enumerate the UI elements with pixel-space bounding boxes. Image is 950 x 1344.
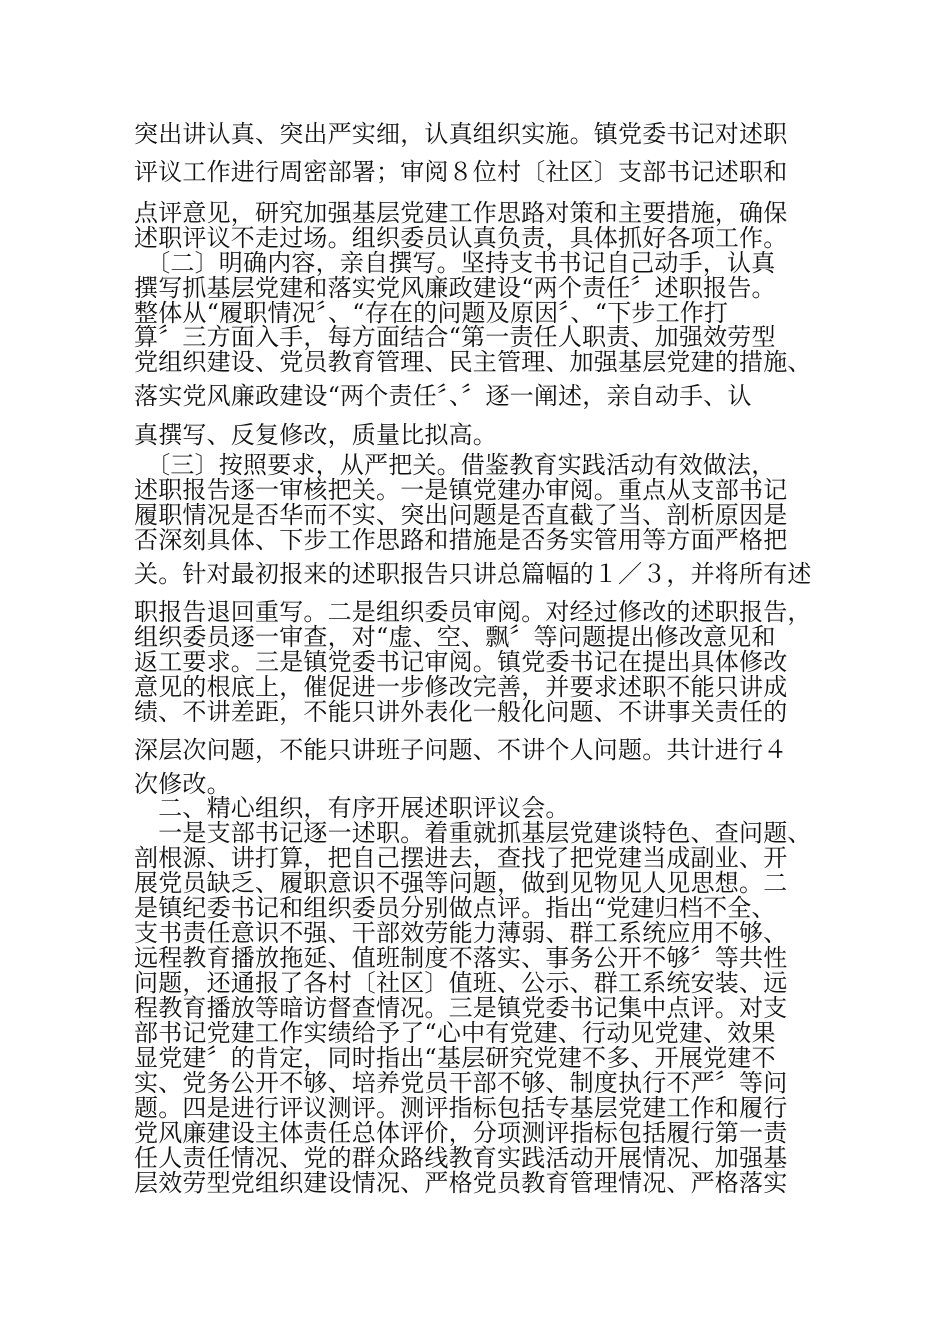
text-line: 述职评议不走过场。组织委员认真负责，具体抓好各项工作。	[134, 224, 788, 252]
text-line: 履职情况是否华而不实、突出问题是否直截了当、剖析原因是	[134, 501, 788, 529]
text-line: 显党建〞的肯定，同时指出“基层研究党建不多、开展党建不	[134, 1044, 776, 1072]
text-line: 〔二〕明确内容，亲自撰写。坚持支书书记自己动手，认真	[134, 249, 776, 277]
text-line: 否深刻具体、下步工作思路和措施是否务实管用等方面严格把	[134, 526, 788, 554]
text-line: 支书责任意识不强、干部效劳能力薄弱、群工系统应用不够、	[134, 919, 788, 947]
text-line: 关。针对最初报来的述职报告只讲总篇幅的１／３，并将所有述	[134, 560, 812, 588]
text-line: 党风廉建设主体责任总体评价，分项测评指标包括履行第一责	[134, 1119, 788, 1147]
text-line: 深层次问题，不能只讲班子问题、不讲个人问题。共计进行４	[134, 736, 788, 764]
text-line: 撰写抓基层党建和落实党风廉政建设“两个责任〞述职报告。	[134, 274, 776, 302]
text-line: 次修改。	[134, 770, 231, 798]
text-line: 落实党风廉政建设“两个责任〞、〞逐一阐述，亲自动手、认	[134, 382, 752, 410]
text-line: 〔三〕按照要求，从严把关。借鉴教育实践活动有效做法，	[134, 451, 776, 479]
text-line: 展党员缺乏、履职意识不强等问题，做到见物见人见思想。二	[134, 869, 788, 897]
text-line: 点评意见，研究加强基层党建工作思路对策和主要措施，确保	[134, 199, 788, 227]
text-line: 剖根源、讲打算，把自己摆进去，查找了把党建当成副业、开	[134, 844, 788, 872]
text-line: 意见的根底上，催促进一步修改完善，并要求述职不能只讲成	[134, 673, 788, 701]
text-line: 层效劳型党组织建设情况、严格党员教育管理情况、严格落实	[134, 1169, 788, 1197]
text-line: 题。四是进行评议测评。测评指标包括专基层党建工作和履行	[134, 1094, 788, 1122]
text-line: 真撰写、反复修改，质量比拟高。	[134, 421, 497, 449]
text-line: 突出讲认真、突出严实细，认真组织实施。镇党委书记对述职	[134, 120, 788, 148]
text-line: 组织委员逐一审查，对“虚、空、飘〞等问题提出修改意见和	[134, 623, 776, 651]
text-line: 评议工作进行周密部署；审阅８位村〔社区〕支部书记述职和	[134, 158, 788, 186]
text-line: 绩、不讲差距，不能只讲外表化一般化问题、不讲事关责任的	[134, 698, 788, 726]
text-line: 整体从“履职情况〞、“存在的问题及原因〞、“下步工作打	[134, 299, 729, 327]
text-line: 返工要求。三是镇党委书记审阅。镇党委书记在提出具体修改	[134, 648, 788, 676]
text-line: 程教育播放等暗访督查情况。三是镇党委书记集中点评。对支	[134, 994, 788, 1022]
text-line: 远程教育播放拖延、值班制度不落实、事务公开不够〞等共性	[134, 944, 788, 972]
text-line: 算〞三方面入手，每方面结合“第一责任人职责、加强效劳型	[134, 323, 776, 351]
text-line: 二、精心组织，有序开展述职评议会。	[134, 794, 570, 822]
text-line: 党组织建设、党员教育管理、民主管理、加强基层党建的措施、	[134, 348, 812, 376]
text-line: 是镇纪委书记和组织委员分别做点评。指出“党建归档不全、	[134, 894, 776, 922]
text-line: 实、党务公开不够、培养党员干部不够、制度执行不严〞等问	[134, 1069, 788, 1097]
text-line: 部书记党建工作实绩给予了“心中有党建、行动见党建、效果	[134, 1019, 776, 1047]
text-line: 问题，还通报了各村〔社区〕值班、公示、群工系统安装、远	[134, 969, 788, 997]
text-line: 职报告退回重写。二是组织委员审阅。对经过修改的述职报告，	[134, 598, 812, 626]
text-line: 一是支部书记逐一述职。着重就抓基层党建谈特色、查问题、	[134, 819, 812, 847]
text-line: 述职报告逐一审核把关。一是镇党建办审阅。重点从支部书记	[134, 476, 788, 504]
text-line: 任人责任情况、党的群众路线教育实践活动开展情况、加强基	[134, 1144, 788, 1172]
